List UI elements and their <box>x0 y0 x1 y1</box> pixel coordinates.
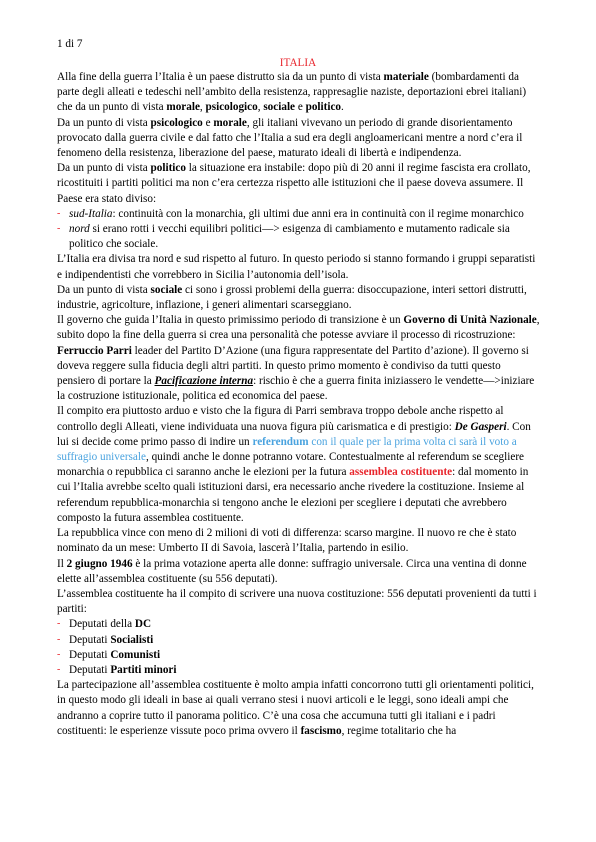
paragraph-aftermath: Alla fine della guerra l’Italia è un paese distrutto sia da un punto di vista materiale (bombardamenti da parte degli alleati e tedeschi nell’ambito della resistenza, rappresaglie naziste, deportazioni ebrei italiani) che da un punto di vista morale, psicologico, sociale e politico. <box>57 71 527 114</box>
paragraph-political: Da un punto di vista politico la situazione era instabile: dopo più di 20 anni il regime fascista era crollato, ricostituiti i partiti politici ma non c’era certezza rispetto alle istituzioni che il paese doveva assumere. Il Paese era stato diviso: <box>57 162 531 205</box>
paragraph-government: Il governo che guida l’Italia in questo primissimo periodo di transizione è un Governo di Unità Nazionale, subito dopo la fine della guerra si crea una personalità che potesse avviare il processo di ricostruzione: Ferruccio Parri leader del Partito D’Azione (una figura rappresentate del Partito d’azione). Il governo si doveva reggere sulla fiducia degli altri partiti. In questo primo momento è condiviso da tutti questo pensiero di portare la Pacificazione interna: rischio è che a guerra finita iniziassero le vendette—>iniziare la costruzione istituzionale, politica ed economica del paese. <box>57 314 540 403</box>
list-item: - Deputati Socialisti <box>57 633 541 648</box>
page-number: 1 di 7 <box>57 38 83 50</box>
paragraph-psychological: Da un punto di vista psicologico e morale, gli italiani vivevano un periodo di grande disorientamento provocato dalla guerra civile e dal fatto che l’Italia a sud era degli angloamericani mentre a nord c’era il fenomeno della resistenza, liberazione del paese, maturato ideali di libertà e indipendenza. <box>57 116 523 160</box>
paragraph-participation: La partecipazione all’assemblea costituente è molto ampia infatti concorrono tutti gli orientamenti politici, in questo modo gli ideali in base ai quali verrano stesi i nuovi articoli e le leggi, sono ideali ampi che andranno a coprire tutto il panorama politico. C’è una cosa che accumuna tutti gli italiani e i padri costituenti: le esperienze vissute poco prima ovvero il fascismo, regime totalitario che ha <box>57 679 534 737</box>
list-item: - Deputati della DC <box>57 617 541 632</box>
deputies-list <box>57 617 541 678</box>
paragraph-republic: La repubblica vince con meno di 2 milioni di voti di differenza: scarso margine. Il nuovo re che è stato nominato da un mese: Umberto II di Savoia, lascerà l’Italia, partendo in esilio. <box>57 527 517 555</box>
list-item: - Deputati Partiti minori <box>57 663 541 678</box>
paragraph-june-1946: Il 2 giugno 1946 è la prima votazione aperta alle donne: suffragio universale. Circa una ventina di donne elette all’assemblea costituente (su 556 deputati). <box>57 557 527 585</box>
list-item: - sud-Italia: continuità con la monarchia, gli ultimi due anni era in continuità con il regime monarchico <box>57 207 541 222</box>
document-title: ITALIA <box>279 57 317 69</box>
document-body <box>57 70 541 739</box>
paragraph-social: Da un punto di vista sociale ci sono i grossi problemi della guerra: disoccupazione, interi settori distrutti, industrie, agricolture, inflazione, i generi alimentari scarseggiano. <box>57 283 527 312</box>
list-item: - nord si erano rotti i vecchi equilibri politici—> esigenza di cambiamento e mutamento radicale sia politico che sociale. <box>57 222 541 252</box>
paragraph-separatism: L’Italia era divisa tra nord e sud rispetto al futuro. In questo periodo si stanno formando i gruppi separatisti e indipendentisti che vorrebbero in Sicilia l’autonomia dell’isola. <box>57 253 536 281</box>
paragraph-constituent: L’assemblea costituente ha il compito di scrivere una nuova costituzione: 556 deputati provenienti da tutti i partiti: <box>57 587 537 616</box>
regional-division-list <box>57 207 541 253</box>
list-item: - Deputati Comunisti <box>57 648 541 663</box>
paragraph-de-gasperi: Il compito era piuttosto arduo e visto che la figura di Parri sembrava troppo debole anche rispetto al controllo degli Alleati, viene individuata una nuova figura più carismatica e di prestigio: De Gasperi. Con lui si decide come primo passo di indire un referendum con il quale per la prima volta ci sarà il voto a suffragio universale, quindi anche le donne potranno votare. Contestualmente al referendum se scegliere monarchia o repubblica ci saranno anche le elezioni per la futura assemblea costituente: dal momento in cui l’Italia avrebbe scelto quali istituzioni darsi, era necessario anche rivedere la costituzione. Insieme al referendum repubblica-monarchia si tengono anche le elezioni per scegliere i deputati che avrebbero composto la futura assemblea costituente. <box>57 405 531 524</box>
